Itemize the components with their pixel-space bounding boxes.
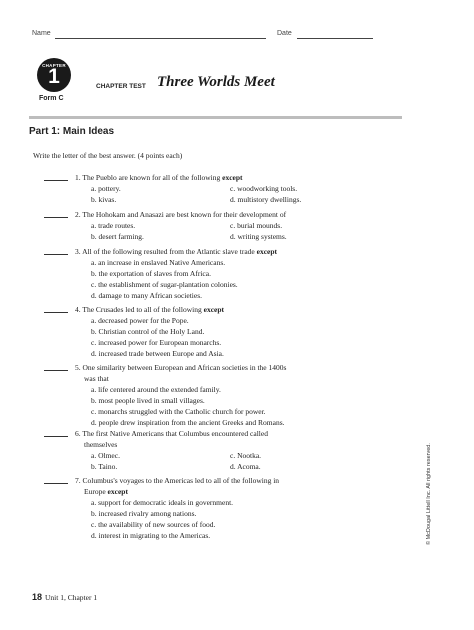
page-footer [32,592,97,602]
option: b. the exportation of slaves from Africa. [91,269,211,278]
answer-blank[interactable] [44,304,68,313]
answer-blank[interactable] [44,172,68,181]
chapter-test-label: CHAPTER TEST [96,83,146,90]
option: b. increased rivalry among nations. [91,509,197,518]
page-title: Three Worlds Meet [157,74,275,90]
option: c. the availability of new sources of food. [91,520,216,529]
option: a. life centered around the extended family. [91,385,221,394]
option: b. Christian control of the Holy Land. [91,327,205,336]
option: c. woodworking tools. [230,184,298,193]
option: a. an increase in enslaved Native Americans. [91,258,226,267]
question-5: 5. One similarity between European and African societies in the 1400s was that a. life centered around the extended family. b. most people lived in small villages. c. monarchs struggled with the Catholic church for power. d. people drew inspiration from the ancient Greeks and Romans. [44,362,374,428]
option: c. burial mounds. [230,221,283,230]
copyright-notice: © McDougal Littell Inc. All rights reserved. [426,443,432,545]
option: d. writing systems. [230,232,287,241]
question-1: 1. The Pueblo are known for all of the following except a. pottery. c. woodworking tools. b. kivas. d. multistory dwellings. [44,172,374,205]
instructions: Write the letter of the best answer. (4 points each) [33,151,183,160]
question-7: 7. Columbus's voyages to the Americas led to all of the following in Europe except a. support for democratic ideals in government. b. increased rivalry among nations. c. the availability of new sources of food. d. interest in migrating to the Americas. [44,475,374,541]
option: a. trade routes. [91,221,136,230]
answer-blank[interactable] [44,246,68,255]
page-number: 18 [32,592,43,602]
date-label: Date [277,30,292,37]
option: d. interest in migrating to the Americas. [91,531,211,540]
answer-blank[interactable] [44,362,68,371]
divider-rule [29,116,402,119]
part-title: Part 1: Main Ideas [29,126,115,137]
option: c. the establishment of sugar-plantation colonies. [91,280,238,289]
option: a. pottery. [91,184,121,193]
option: b. kivas. [91,195,117,204]
option: c. increased power for European monarchs. [91,338,222,347]
unit-label: Unit 1, Chapter 1 [45,593,98,602]
option: c. Nootka. [230,451,262,460]
option: d. increased trade between Europe and Asia. [91,349,224,358]
option: c. monarchs struggled with the Catholic church for power. [91,407,266,416]
option: b. Taino. [91,462,118,471]
option: d. people drew inspiration from the ancient Greeks and Romans. [91,418,285,427]
name-label: Name [32,30,51,37]
option: b. desert farming. [91,232,144,241]
option: d. multistory dwellings. [230,195,302,204]
question-6: 6. The first Native Americans that Columbus encountered called themselves a. Olmec. c. Nootka. b. Taino. d. Acoma. [44,428,374,472]
option: a. Olmec. [91,451,120,460]
option: d. Acoma. [230,462,261,471]
question-3: 3. All of the following resulted from the Atlantic slave trade except a. an increase in enslaved Native Americans. b. the exportation of slaves from Africa. c. the establishment of sugar-plantation colonies. d. damage to many African societies. [44,246,374,301]
answer-blank[interactable] [44,428,68,437]
option: b. most people lived in small villages. [91,396,205,405]
option: a. support for democratic ideals in government. [91,498,234,507]
answer-blank[interactable] [44,209,68,218]
chapter-word: CHAPTER [42,63,66,68]
chapter-badge [37,58,71,92]
form-label: Form C [39,95,64,102]
option: a. decreased power for the Pope. [91,316,189,325]
date-field[interactable] [297,38,373,39]
answer-blank[interactable] [44,475,68,484]
name-field[interactable] [55,38,266,39]
question-2: 2. The Hohokam and Anasazi are best known for their development of a. trade routes. c. burial mounds. b. desert farming. d. writing systems. [44,209,374,242]
option: d. damage to many African societies. [91,291,203,300]
chapter-number: 1 [48,65,60,88]
question-4: 4. The Crusades led to all of the following except a. decreased power for the Pope. b. Christian control of the Holy Land. c. increased power for European monarchs. d. increased trade between Europe and Asia. [44,304,374,359]
